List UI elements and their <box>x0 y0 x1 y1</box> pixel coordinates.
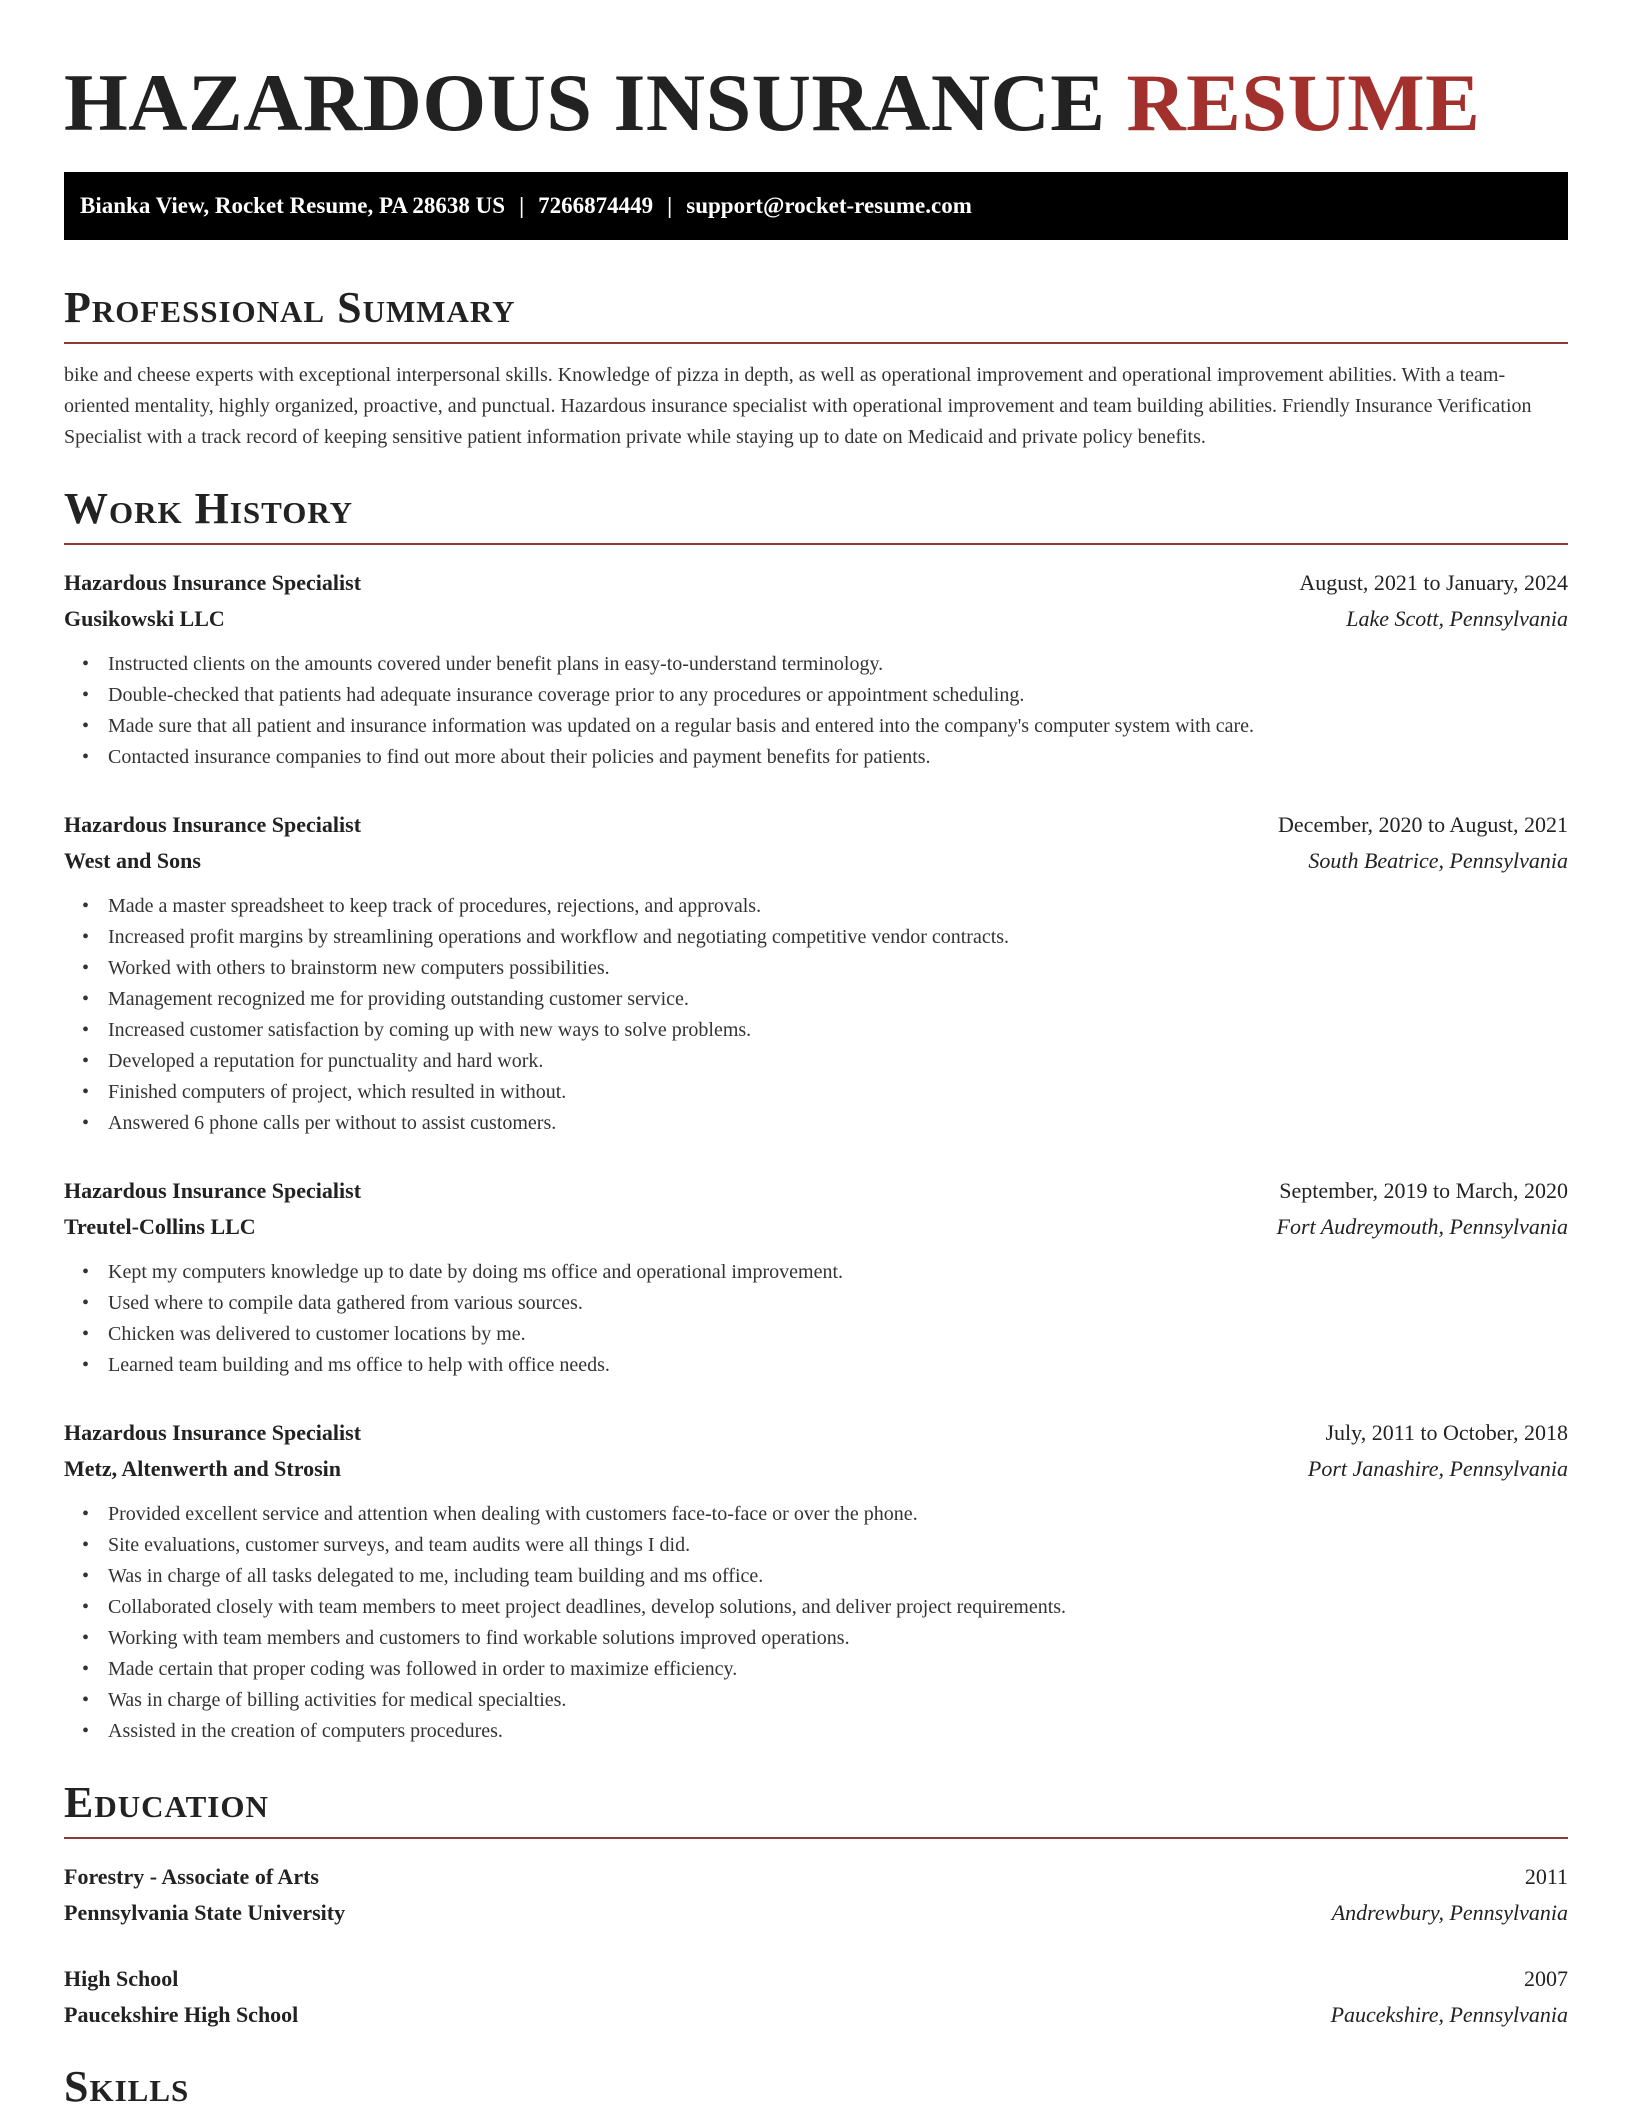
job-title: Hazardous Insurance Specialist <box>64 1420 362 1445</box>
job-entry <box>64 1415 1568 1747</box>
job-company: Gusikowski LLC <box>64 606 225 631</box>
contact-phone[interactable]: 7266874449 <box>538 193 654 218</box>
job-location: South Beatrice, Pennsylvania <box>1308 848 1568 873</box>
job-duty-item: • Working with team members and customers to find workable solutions improved operations. <box>82 1623 1568 1654</box>
job-company-row <box>64 1209 1568 1245</box>
section-heading-summary: Professional Summary <box>64 283 516 332</box>
job-duty-item: • Used where to compile data gathered from various sources. <box>82 1288 1568 1319</box>
education-school-row <box>64 1895 1568 1931</box>
contact-separator: | <box>519 193 525 218</box>
section-divider <box>64 1837 1568 1839</box>
education-school: Pennsylvania State University <box>64 1900 346 1925</box>
job-entry <box>64 807 1568 1139</box>
job-duty-item: • Kept my computers knowledge up to date by doing ms office and operational improvement. <box>82 1257 1568 1288</box>
skills-section <box>64 2061 1568 2112</box>
job-duty-item: • Worked with others to brainstorm new computers possibilities. <box>82 953 1568 984</box>
contact-email[interactable]: support@rocket-resume.com <box>686 193 972 218</box>
title-main: HAZARDOUS INSURANCE <box>64 57 1106 148</box>
job-duties-list <box>64 891 1568 1139</box>
education-degree: High School <box>64 1966 179 1991</box>
section-divider <box>64 342 1568 344</box>
job-location: Lake Scott, Pennsylvania <box>1346 606 1568 631</box>
job-location: Port Janashire, Pennsylvania <box>1307 1456 1568 1481</box>
job-duty-item: • Finished computers of project, which resulted in without. <box>82 1077 1568 1108</box>
job-entry <box>64 1173 1568 1381</box>
job-header-row <box>64 1415 1568 1451</box>
education-section <box>64 1777 1568 2033</box>
job-duty-item: • Developed a reputation for punctuality and hard work. <box>82 1046 1568 1077</box>
education-year: 2011 <box>1524 1864 1568 1889</box>
job-dates: December, 2020 to August, 2021 <box>1278 812 1568 837</box>
job-duty-item: • Was in charge of billing activities for medical specialties. <box>82 1685 1568 1716</box>
job-duty-item: • Contacted insurance companies to find out more about their policies and payment benefits for patients. <box>82 742 1568 773</box>
contact-address: Bianka View, Rocket Resume, PA 28638 US <box>80 193 506 218</box>
education-school: Paucekshire High School <box>64 2002 299 2027</box>
education-year: 2007 <box>1524 1966 1568 1991</box>
job-dates: July, 2011 to October, 2018 <box>1325 1420 1568 1445</box>
job-entry <box>64 565 1568 773</box>
section-divider <box>64 543 1568 545</box>
education-entry <box>64 1859 1568 1931</box>
title-accent: RESUME <box>1126 57 1481 148</box>
job-duty-item: • Double-checked that patients had adequate insurance coverage prior to any procedures or appointment scheduling. <box>82 680 1568 711</box>
contact-bar <box>64 172 1568 240</box>
contact-separator: | <box>667 193 673 218</box>
summary-text: bike and cheese experts with exceptional interpersonal skills. Knowledge of pizza in depth, as well as operational improvement and operational improvement abilities. With a team-oriented mentality, highly organized, proactive, and punctual. Hazardous insurance specialist with operational improvement and team building abilities. Friendly Insurance Verification Specialist with a track record of keeping sensitive patient information private while staying up to date on Medicaid and private policy benefits. <box>64 364 1532 448</box>
job-duty-item: • Site evaluations, customer surveys, and team audits were all things I did. <box>82 1530 1568 1561</box>
work-history-section <box>64 483 1568 1747</box>
education-entry <box>64 1961 1568 2033</box>
job-company: West and Sons <box>64 848 201 873</box>
job-location: Fort Audreymouth, Pennsylvania <box>1276 1214 1568 1239</box>
job-title: Hazardous Insurance Specialist <box>64 570 362 595</box>
job-company: Treutel-Collins LLC <box>64 1214 256 1239</box>
job-duty-item: • Made certain that proper coding was followed in order to maximize efficiency. <box>82 1654 1568 1685</box>
job-title: Hazardous Insurance Specialist <box>64 1178 362 1203</box>
job-duty-item: • Assisted in the creation of computers procedures. <box>82 1716 1568 1747</box>
section-heading-work: Work History <box>64 484 354 533</box>
job-duty-item: • Chicken was delivered to customer locations by me. <box>82 1319 1568 1350</box>
job-company-row <box>64 1451 1568 1487</box>
professional-summary-section <box>64 282 1568 453</box>
education-degree: Forestry - Associate of Arts <box>64 1864 319 1889</box>
job-duty-item: • Provided excellent service and attention when dealing with customers face-to-face or over the phone. <box>82 1499 1568 1530</box>
job-duty-item: • Instructed clients on the amounts covered under benefit plans in easy-to-understand terminology. <box>82 649 1568 680</box>
education-header-row <box>64 1859 1568 1895</box>
section-heading-education: Education <box>64 1778 269 1827</box>
education-school-row <box>64 1997 1568 2033</box>
job-duty-item: • Was in charge of all tasks delegated to me, including team building and ms office. <box>82 1561 1568 1592</box>
education-header-row <box>64 1961 1568 1997</box>
job-company-row <box>64 843 1568 879</box>
resume-title <box>64 0 1568 150</box>
job-company: Metz, Altenwerth and Strosin <box>64 1456 342 1481</box>
job-dates: August, 2021 to January, 2024 <box>1299 570 1568 595</box>
job-header-row <box>64 565 1568 601</box>
job-duty-item: • Made sure that all patient and insurance information was updated on a regular basis and entered into the company's computer system with care. <box>82 711 1568 742</box>
job-duties-list <box>64 649 1568 773</box>
education-location: Paucekshire, Pennsylvania <box>1330 2002 1568 2027</box>
job-duty-item: • Management recognized me for providing outstanding customer service. <box>82 984 1568 1015</box>
job-duty-item: • Learned team building and ms office to help with office needs. <box>82 1350 1568 1381</box>
job-duty-item: • Increased customer satisfaction by coming up with new ways to solve problems. <box>82 1015 1568 1046</box>
job-duties-list <box>64 1499 1568 1747</box>
job-title: Hazardous Insurance Specialist <box>64 812 362 837</box>
job-duty-item: • Increased profit margins by streamlining operations and workflow and negotiating competitive vendor contracts. <box>82 922 1568 953</box>
job-company-row <box>64 601 1568 637</box>
education-location: Andrewbury, Pennsylvania <box>1331 1900 1568 1925</box>
job-duty-item: • Collaborated closely with team members to meet project deadlines, develop solutions, and deliver project requirements. <box>82 1592 1568 1623</box>
section-heading-skills: Skills <box>64 2062 190 2111</box>
job-header-row <box>64 807 1568 843</box>
job-dates: September, 2019 to March, 2020 <box>1279 1178 1568 1203</box>
job-duties-list <box>64 1257 1568 1381</box>
job-header-row <box>64 1173 1568 1209</box>
job-duty-item: • Answered 6 phone calls per without to assist customers. <box>82 1108 1568 1139</box>
job-duty-item: • Made a master spreadsheet to keep track of procedures, rejections, and approvals. <box>82 891 1568 922</box>
